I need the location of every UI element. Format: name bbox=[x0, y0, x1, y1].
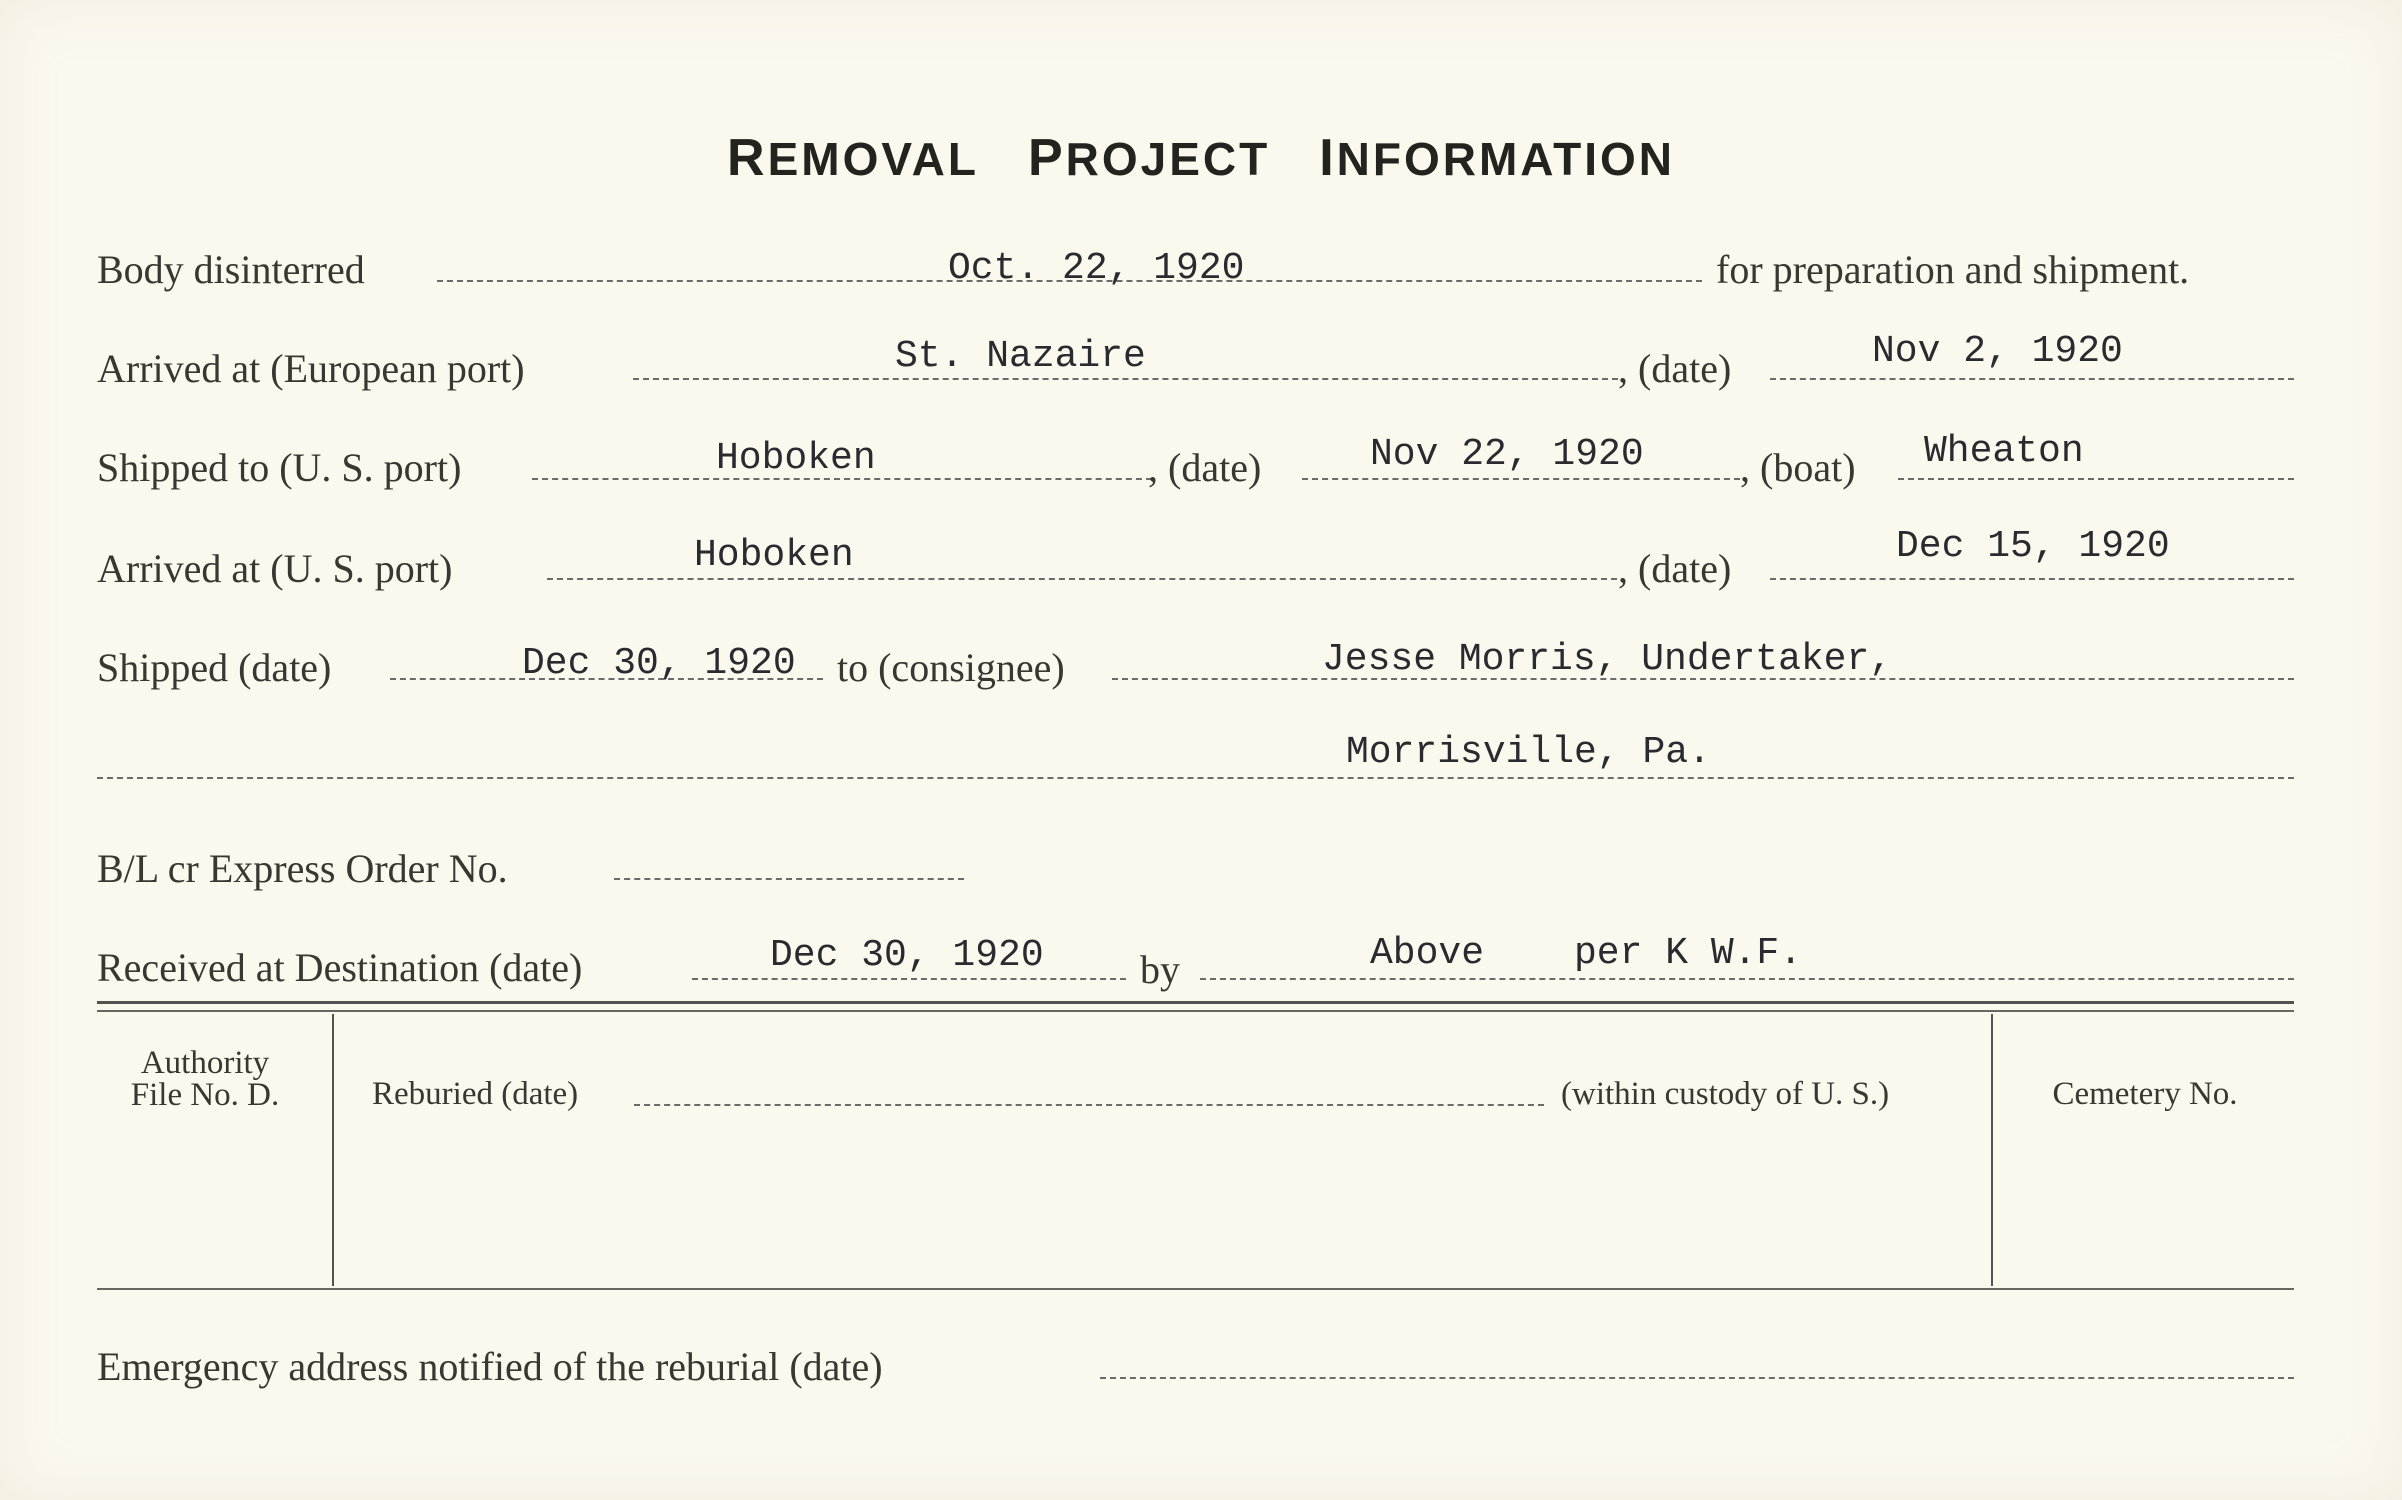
consignee-line1: Jesse Morris, Undertaker, bbox=[1322, 638, 1893, 681]
box-top-rule bbox=[97, 1001, 2294, 1004]
european-port-label: Arrived at (European port) bbox=[97, 346, 525, 391]
disinterred-label: Body disinterred bbox=[97, 247, 365, 292]
cemetery-label: Cemetery No. bbox=[2052, 1076, 2238, 1112]
box-bottom-rule bbox=[97, 1288, 2294, 1290]
shipped-date-value: Dec 30, 1920 bbox=[522, 642, 796, 685]
emergency-line bbox=[1100, 1377, 2294, 1379]
shipped-to-boat-value: Wheaton bbox=[1924, 430, 2084, 473]
shipped-to-date-line bbox=[1302, 478, 1740, 480]
reburied-label: Reburied (date) bbox=[372, 1076, 579, 1112]
consignee-label: to (consignee) bbox=[837, 645, 1065, 690]
european-port-date-label: , (date) bbox=[1618, 346, 1732, 391]
arrived-us-date-label: , (date) bbox=[1618, 546, 1732, 591]
shipped-to-date-label: , (date) bbox=[1148, 445, 1262, 490]
european-port-date-line bbox=[1770, 378, 2294, 380]
custody-label: (within custody of U. S.) bbox=[1561, 1076, 1890, 1112]
received-by-value: Above bbox=[1370, 932, 1485, 975]
consignee-line2: Morrisville, Pa. bbox=[1346, 731, 1711, 774]
disinterred-suffix: for preparation and shipment. bbox=[1716, 247, 2190, 292]
box-divider-left bbox=[332, 1014, 334, 1286]
box-top-rule-second bbox=[97, 1010, 2294, 1012]
page-title: REMOVAL PROJECT INFORMATION bbox=[727, 129, 1675, 187]
authority-label-2: File No. D. bbox=[130, 1077, 280, 1113]
arrived-us-line bbox=[547, 578, 1617, 580]
arrived-us-value: Hoboken bbox=[694, 534, 854, 577]
emergency-label: Emergency address notified of the reburial (date) bbox=[97, 1344, 883, 1389]
shipped-to-label: Shipped to (U. S. port) bbox=[97, 445, 462, 490]
received-value: Dec 30, 1920 bbox=[770, 934, 1044, 977]
reburied-line bbox=[634, 1104, 1544, 1106]
shipped-date-label: Shipped (date) bbox=[97, 645, 332, 690]
european-port-value: St. Nazaire bbox=[895, 335, 1146, 378]
arrived-us-label: Arrived at (U. S. port) bbox=[97, 546, 453, 591]
bl-label: B/L cr Express Order No. bbox=[97, 846, 508, 891]
european-port-line bbox=[633, 378, 1618, 380]
shipped-to-value: Hoboken bbox=[716, 437, 876, 480]
received-line bbox=[692, 978, 1126, 980]
arrived-us-date-line bbox=[1770, 578, 2294, 580]
european-port-date-value: Nov 2, 1920 bbox=[1872, 330, 2123, 373]
box-divider-right bbox=[1991, 1014, 1993, 1286]
authority-label-1: Authority bbox=[140, 1045, 270, 1081]
received-label: Received at Destination (date) bbox=[97, 945, 583, 990]
consignee-line-2 bbox=[97, 777, 2294, 779]
received-by-line bbox=[1200, 978, 2294, 980]
received-per-value: per K W.F. bbox=[1574, 932, 1803, 975]
shipped-to-date-value: Nov 22, 1920 bbox=[1370, 433, 1644, 476]
received-by-label: by bbox=[1140, 947, 1180, 992]
shipped-to-boat-label: , (boat) bbox=[1740, 445, 1856, 490]
arrived-us-date-value: Dec 15, 1920 bbox=[1896, 525, 2170, 568]
disinterred-value: Oct. 22, 1920 bbox=[948, 247, 1245, 290]
bl-line bbox=[614, 878, 964, 880]
shipped-to-boat-line bbox=[1898, 478, 2294, 480]
card-title bbox=[0, 128, 2402, 188]
